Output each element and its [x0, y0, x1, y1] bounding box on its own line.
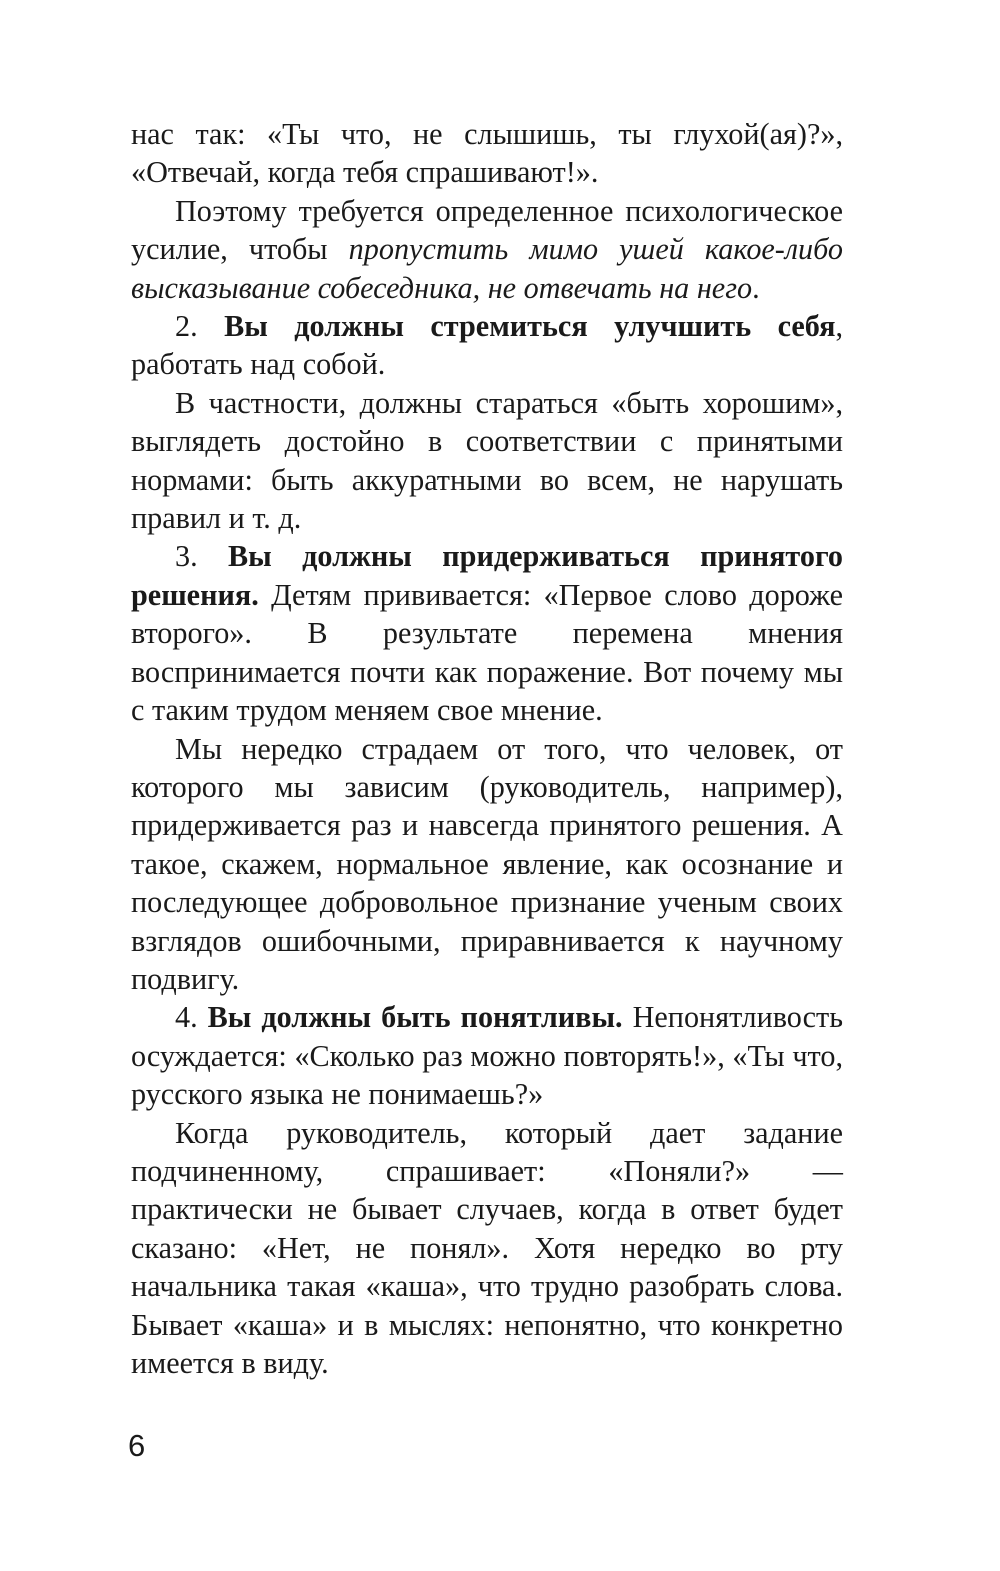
- text-run: В частности, должны стараться «быть хорошим», выглядеть достойно в соответствии с принятыми нормами: быть аккуратными во всем, не нарушать правил и т. д.: [131, 385, 843, 536]
- text-run: Детям прививается: «Первое слово дороже второго». В результате перемена мнения воспринимается почти как поражение. Вот почему мы с таким трудом меняем свое мнение.: [131, 577, 843, 728]
- paragraph: [131, 115, 843, 192]
- paragraph: [131, 730, 843, 999]
- paragraph: [131, 1114, 843, 1383]
- paragraph: [131, 998, 843, 1113]
- bold-text: Вы должны стремиться улучшить себя: [224, 309, 836, 344]
- italic-text: пропустить мимо ушей какое-либо высказывание собеседника, не отвечать на него: [131, 232, 843, 305]
- text-run: 2.: [175, 309, 225, 344]
- text-run: Мы нередко страдаем от того, что человек, от которого мы зависим (руководитель, например), придерживается раз и навсегда принятого решения. А такое, скажем, нормальное явление, как осознание и последующее добровольное признание ученым своих взглядов ошибочными, приравнивается к научному подвигу.: [131, 731, 843, 996]
- text-run: Поэтому требуется определенное психологическое усилие, чтобы: [131, 193, 843, 267]
- page-number: 6: [128, 1428, 146, 1463]
- text-run: , работать над собой.: [131, 309, 843, 382]
- text-run: нас так: «Ты что, не слышишь, ты глухой(ая)?», «Отвечай, когда тебя спрашивают!».: [131, 117, 843, 190]
- text-run: 4.: [175, 1000, 208, 1035]
- text-run: Когда руководитель, который дает задание подчиненному, спрашивает: «Поняли?» — практически не бывает случаев, когда в ответ будет сказано: «Нет, не понял». Хотя нередко во рту начальника такая «каша», что трудно разобрать слова. Бывает «каша» и в мыслях: непонятно, что конкретно имеется в виду.: [131, 1115, 843, 1380]
- paragraph: [131, 192, 843, 307]
- text-run: .: [752, 270, 760, 305]
- body-text: [131, 115, 843, 1382]
- paragraph: [131, 384, 843, 538]
- paragraph: [131, 537, 843, 729]
- bold-text: Вы должны придерживаться принятого решения.: [131, 539, 843, 612]
- text-run: 3.: [175, 539, 229, 574]
- text-run: Непонятливость осуждается: «Сколько раз можно повторять!», «Ты что, русского языка не понимаешь?»: [131, 1000, 843, 1112]
- bold-text: Вы должны быть понятливы.: [207, 1000, 623, 1035]
- paragraph: [131, 307, 843, 384]
